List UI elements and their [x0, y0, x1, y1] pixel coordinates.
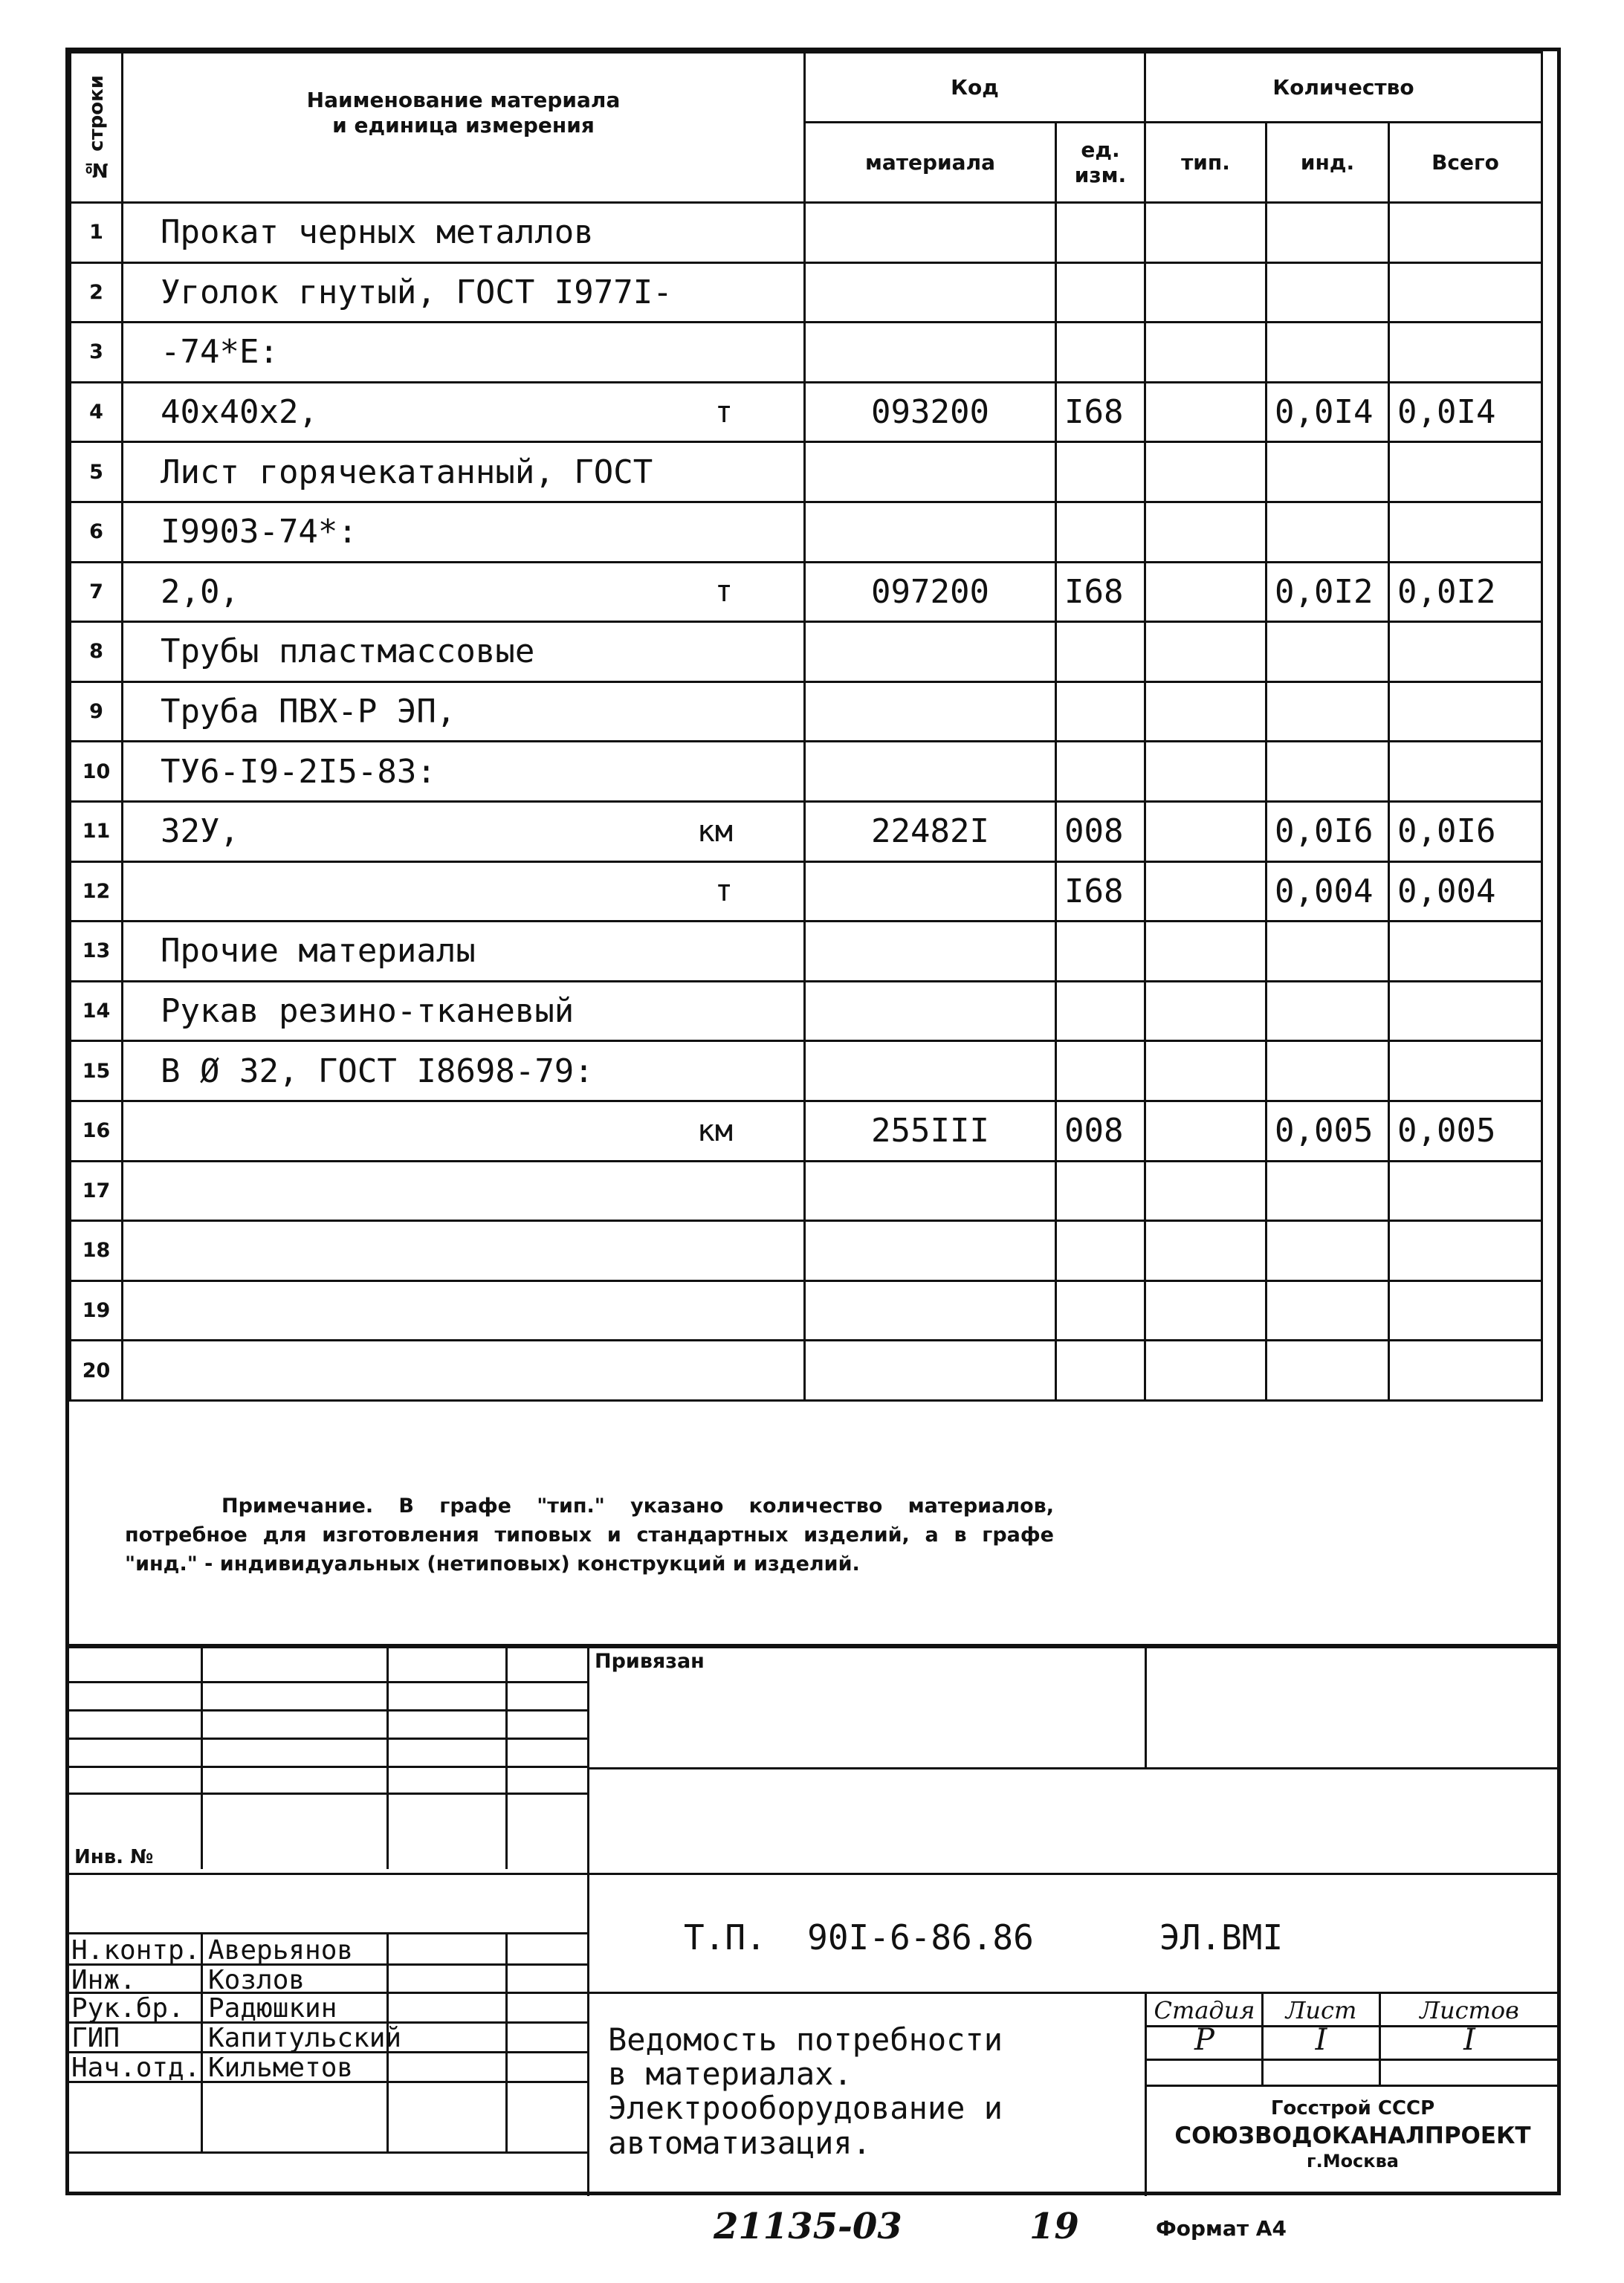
header-name: Наименование материала и единица измерения: [123, 53, 805, 203]
material-name: [123, 1161, 805, 1221]
qty-typ: [1145, 262, 1266, 323]
material-name: -74*Е:: [123, 323, 805, 383]
material-code: 255III: [805, 1101, 1056, 1161]
qty-typ: [1145, 922, 1266, 982]
material-code: [805, 1041, 1056, 1101]
qty-total: 0,0I4: [1389, 382, 1542, 442]
unit-code: [1056, 922, 1145, 982]
footer-format: Формат А4: [1156, 2216, 1287, 2241]
material-code: [805, 861, 1056, 922]
signer-role: Инж.: [71, 1965, 136, 1995]
org-line2: СОЮЗВОДОКАНАЛПРОЕКТ: [1174, 2122, 1531, 2149]
signer-role: Н.контр.: [71, 1935, 201, 1966]
qty-typ: [1145, 1341, 1266, 1401]
sheet-value: I: [1315, 2023, 1327, 2057]
qty-typ: [1145, 203, 1266, 263]
table-row: [71, 262, 1542, 323]
material-name: Лист горячекатанный, ГОСТ: [123, 442, 805, 502]
inv-no-label: Инв. №: [74, 1846, 154, 1868]
signer-name: Кильметов: [208, 2053, 354, 2083]
table-row: [71, 801, 1542, 861]
org-line1: Госстрой СССР: [1270, 2097, 1435, 2120]
doc-mark: ЭЛ.ВМI: [1159, 1917, 1284, 1957]
qty-total: [1389, 323, 1542, 383]
note-block: [69, 1460, 1557, 1646]
qty-total: 0,005: [1389, 1101, 1542, 1161]
qty-typ: [1145, 382, 1266, 442]
qty-typ: [1145, 1041, 1266, 1101]
unit-code: [1056, 1041, 1145, 1101]
qty-total: [1389, 442, 1542, 502]
unit-code: [1056, 502, 1145, 562]
table-row: [71, 922, 1542, 982]
qty-ind: [1266, 442, 1389, 502]
row-number: 4: [71, 382, 123, 442]
qty-total: [1389, 1341, 1542, 1401]
row-number: 9: [71, 681, 123, 742]
row-number: 2: [71, 262, 123, 323]
material-code: [805, 742, 1056, 802]
signer-name: Радюшкин: [208, 1993, 337, 2024]
material-code: [805, 981, 1056, 1041]
qty-ind: 0,005: [1266, 1101, 1389, 1161]
qty-total: [1389, 681, 1542, 742]
material-code: 093200: [805, 382, 1056, 442]
table-row: [71, 861, 1542, 922]
table-row: [71, 1041, 1542, 1101]
qty-total: [1389, 262, 1542, 323]
row-number: 19: [71, 1280, 123, 1341]
qty-ind: [1266, 622, 1389, 682]
footer-number: 21135-03: [714, 2206, 902, 2247]
row-number: 10: [71, 742, 123, 802]
signer-role: ГИП: [71, 2023, 120, 2053]
material-name: Прочие материалы: [123, 922, 805, 982]
row-number: 17: [71, 1161, 123, 1221]
qty-ind: [1266, 681, 1389, 742]
qty-ind: [1266, 323, 1389, 383]
unit-label: т: [714, 574, 733, 609]
material-name: [123, 1280, 805, 1341]
qty-total: [1389, 922, 1542, 982]
unit-code: [1056, 442, 1145, 502]
row-number: 7: [71, 562, 123, 622]
row-number: 5: [71, 442, 123, 502]
qty-ind: 0,0I6: [1266, 801, 1389, 861]
row-number: 20: [71, 1341, 123, 1401]
unit-code: I68: [1056, 562, 1145, 622]
table-row: [71, 1280, 1542, 1341]
qty-ind: [1266, 502, 1389, 562]
row-number: 8: [71, 622, 123, 682]
table-row: [71, 1221, 1542, 1281]
header-code-unit: ед. изм.: [1056, 123, 1145, 203]
material-name: 40х40х2, т: [123, 382, 805, 442]
qty-ind: [1266, 1280, 1389, 1341]
table-row: [71, 742, 1542, 802]
row-number: 1: [71, 203, 123, 263]
unit-code: [1056, 981, 1145, 1041]
qty-total: 0,0I2: [1389, 562, 1542, 622]
material-name: I9903-74*:: [123, 502, 805, 562]
qty-ind: [1266, 981, 1389, 1041]
qty-typ: [1145, 1221, 1266, 1281]
unit-code: [1056, 1161, 1145, 1221]
material-code: [805, 1221, 1056, 1281]
unit-code: I68: [1056, 382, 1145, 442]
qty-ind: [1266, 922, 1389, 982]
document-title: Ведомость потребности в материалах. Электрооборудование и автоматизация.: [608, 2021, 1003, 2161]
qty-typ: [1145, 622, 1266, 682]
sheet-label: Лист: [1285, 1996, 1357, 2024]
header-qty-total: Всего: [1389, 123, 1542, 203]
qty-ind: [1266, 742, 1389, 802]
sheets-value: I: [1463, 2023, 1475, 2057]
material-code: [805, 323, 1056, 383]
footer-page: 19: [1029, 2206, 1079, 2247]
stage-value: Р: [1194, 2023, 1214, 2057]
table-row: [71, 442, 1542, 502]
header-qty-typ: тип.: [1145, 123, 1266, 203]
qty-total: [1389, 1280, 1542, 1341]
material-name: [123, 1221, 805, 1281]
qty-ind: [1266, 1041, 1389, 1101]
material-code: [805, 622, 1056, 682]
qty-typ: [1145, 801, 1266, 861]
qty-typ: [1145, 681, 1266, 742]
material-code: [805, 681, 1056, 742]
unit-code: [1056, 681, 1145, 742]
table-row: [71, 1101, 1542, 1161]
material-name: 32У, км: [123, 801, 805, 861]
unit-code: 008: [1056, 1101, 1145, 1161]
material-name: В Ø 32, ГОСТ I8698-79:: [123, 1041, 805, 1101]
unit-code: [1056, 203, 1145, 263]
material-name: Прокат черных металлов: [123, 203, 805, 263]
row-number: 18: [71, 1221, 123, 1281]
note-text: Примечание. В графе "тип." указано количество материалов, потребное для изготовления типовых и стандартных изделий, а в графе "инд." - индивидуальных (нетиповых) конструкций и изделий.: [125, 1495, 1054, 1576]
material-name: [123, 1341, 805, 1401]
qty-typ: [1145, 502, 1266, 562]
qty-total: [1389, 622, 1542, 682]
material-name: Уголок гнутый, ГОСТ I977I-: [123, 262, 805, 323]
unit-code: [1056, 622, 1145, 682]
qty-ind: [1266, 1161, 1389, 1221]
qty-typ: [1145, 742, 1266, 802]
qty-total: [1389, 203, 1542, 263]
material-code: [805, 262, 1056, 323]
unit-code: [1056, 1341, 1145, 1401]
header-code-group: Код: [805, 53, 1145, 123]
table-row: [71, 981, 1542, 1041]
qty-total: [1389, 1221, 1542, 1281]
qty-typ: [1145, 1101, 1266, 1161]
unit-label: км: [696, 1113, 733, 1148]
table-row: [71, 382, 1542, 442]
material-name: ТУ6-I9-2I5-83:: [123, 742, 805, 802]
table-row: [71, 681, 1542, 742]
doc-code: Т.П. 90I-6-86.86: [684, 1917, 1034, 1957]
qty-typ: [1145, 981, 1266, 1041]
material-name: 2,0, т: [123, 562, 805, 622]
table-row: [71, 203, 1542, 263]
qty-ind: [1266, 203, 1389, 263]
qty-typ: [1145, 562, 1266, 622]
row-number: 11: [71, 801, 123, 861]
unit-code: [1056, 323, 1145, 383]
qty-total: 0,004: [1389, 861, 1542, 922]
qty-typ: [1145, 1280, 1266, 1341]
row-number: 6: [71, 502, 123, 562]
qty-total: [1389, 981, 1542, 1041]
table-row: [71, 323, 1542, 383]
qty-typ: [1145, 442, 1266, 502]
qty-total: [1389, 502, 1542, 562]
qty-total: [1389, 1161, 1542, 1221]
qty-typ: [1145, 1161, 1266, 1221]
signer-role: Нач.отд.: [71, 2053, 201, 2083]
unit-label: т: [714, 874, 733, 909]
qty-ind: [1266, 1221, 1389, 1281]
material-code: [805, 442, 1056, 502]
row-number: 15: [71, 1041, 123, 1101]
row-number: 12: [71, 861, 123, 922]
qty-total: 0,0I6: [1389, 801, 1542, 861]
signer-name: Козлов: [208, 1965, 305, 1995]
material-name: Труба ПВХ-Р ЭП,: [123, 681, 805, 742]
material-name: Рукав резино-тканевый: [123, 981, 805, 1041]
qty-ind: 0,0I4: [1266, 382, 1389, 442]
stage-label: Стадия: [1154, 1996, 1255, 2024]
material-code: 097200: [805, 562, 1056, 622]
table-row: [71, 562, 1542, 622]
material-code: [805, 203, 1056, 263]
unit-code: [1056, 1221, 1145, 1281]
material-code: [805, 1341, 1056, 1401]
row-number: 3: [71, 323, 123, 383]
privyazan-label: Привязан: [595, 1650, 705, 1673]
row-number: 13: [71, 922, 123, 982]
materials-table: [69, 51, 1543, 1402]
signer-name: Капитульский: [208, 2023, 402, 2053]
header-code-material: материала: [805, 123, 1056, 203]
qty-ind: [1266, 1341, 1389, 1401]
material-name: [123, 1101, 805, 1161]
row-number: 14: [71, 981, 123, 1041]
unit-code: [1056, 742, 1145, 802]
material-code: [805, 502, 1056, 562]
unit-code: I68: [1056, 861, 1145, 922]
material-code: 22482I: [805, 801, 1056, 861]
header-qty-group: Количество: [1145, 53, 1542, 123]
qty-total: [1389, 742, 1542, 802]
unit-code: [1056, 262, 1145, 323]
material-code: [805, 1280, 1056, 1341]
unit-label: км: [696, 814, 733, 849]
unit-code: [1056, 1280, 1145, 1341]
signer-name: Аверьянов: [208, 1935, 354, 1966]
qty-typ: [1145, 861, 1266, 922]
table-row: [71, 1161, 1542, 1221]
signer-role: Рук.бр.: [71, 1993, 184, 2024]
header-row-no: № строки: [71, 53, 123, 203]
header-qty-ind: инд.: [1266, 123, 1389, 203]
table-row: [71, 502, 1542, 562]
qty-total: [1389, 1041, 1542, 1101]
material-code: [805, 1161, 1056, 1221]
qty-ind: 0,0I2: [1266, 562, 1389, 622]
table-row: [71, 1341, 1542, 1401]
row-number: 16: [71, 1101, 123, 1161]
material-name: Трубы пластмассовые: [123, 622, 805, 682]
unit-label: т: [714, 395, 733, 430]
qty-ind: [1266, 262, 1389, 323]
table-row: [71, 622, 1542, 682]
material-name: [123, 861, 805, 922]
qty-ind: 0,004: [1266, 861, 1389, 922]
unit-code: 008: [1056, 801, 1145, 861]
org-line3: г.Москва: [1307, 2151, 1399, 2172]
sheets-label: Листов: [1420, 1996, 1519, 2024]
qty-typ: [1145, 323, 1266, 383]
material-code: [805, 922, 1056, 982]
